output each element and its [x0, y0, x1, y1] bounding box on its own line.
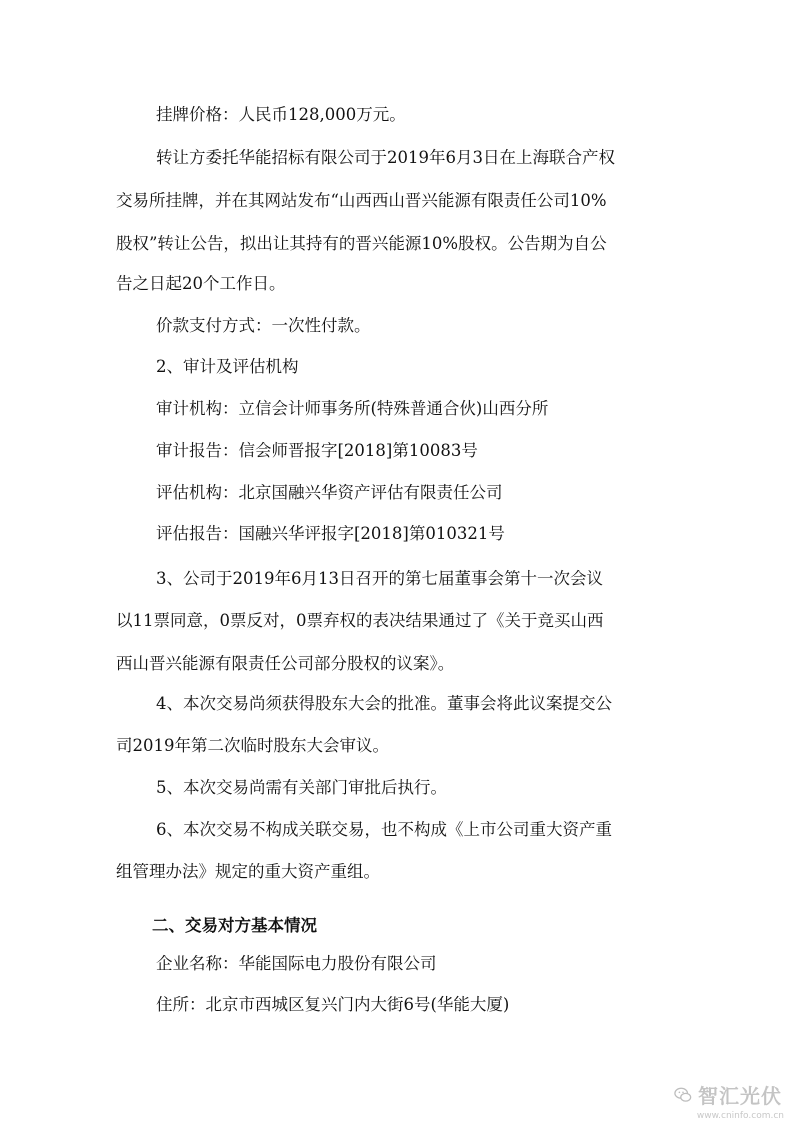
watermark	[674, 1080, 782, 1109]
paragraph-line: 挂牌价格：人民币128,000万元。	[156, 105, 406, 124]
section-heading: 2、审计及评估机构	[156, 357, 299, 376]
paragraph-line: 企业名称：华能国际电力股份有限公司	[156, 954, 437, 973]
watermark-text: 智汇光伏	[698, 1084, 782, 1108]
wechat-icon	[674, 1086, 692, 1104]
section-title: 二、交易对方基本情况	[152, 916, 317, 935]
paragraph-line: 组管理办法》规定的重大资产重组。	[116, 862, 380, 881]
paragraph-line: 5、本次交易尚需有关部门审批后执行。	[156, 778, 447, 797]
paragraph-line: 审计报告：信会师晋报字[2018]第10083号	[156, 441, 478, 460]
paragraph-line: 价款支付方式：一次性付款。	[156, 316, 371, 335]
paragraph-line: 审计机构：立信会计师事务所(特殊普通合伙)山西分所	[156, 399, 549, 418]
paragraph-line: 以11票同意，0票反对，0票弃权的表决结果通过了《关于竞买山西	[116, 611, 604, 630]
paragraph-line: 转让方委托华能招标有限公司于2019年6月3日在上海联合产权	[156, 148, 615, 167]
paragraph-line: 股权”转让公告，拟出让其持有的晋兴能源10%股权。公告期为自公	[116, 234, 607, 253]
watermark-url: www.cninfo.com.cn	[696, 1111, 784, 1121]
paragraph-line: 6、本次交易不构成关联交易，也不构成《上市公司重大资产重	[156, 820, 612, 839]
paragraph-line: 评估机构：北京国融兴华资产评估有限责任公司	[156, 483, 503, 502]
paragraph-line: 评估报告：国融兴华评报字[2018]第010321号	[156, 524, 505, 543]
paragraph-line: 司2019年第二次临时股东大会审议。	[116, 736, 389, 755]
paragraph-line: 交易所挂牌，并在其网站发布“山西西山晋兴能源有限责任公司10%	[116, 191, 607, 210]
paragraph-line: 3、公司于2019年6月13日召开的第七届董事会第十一次会议	[156, 569, 603, 588]
paragraph-line: 住所：北京市西城区复兴门内大街6号(华能大厦)	[156, 995, 510, 1014]
paragraph-line: 西山晋兴能源有限责任公司部分股权的议案》。	[116, 654, 455, 673]
paragraph-line: 告之日起20个工作日。	[116, 274, 286, 293]
paragraph-line: 4、本次交易尚须获得股东大会的批准。董事会将此议案提交公	[156, 694, 612, 713]
